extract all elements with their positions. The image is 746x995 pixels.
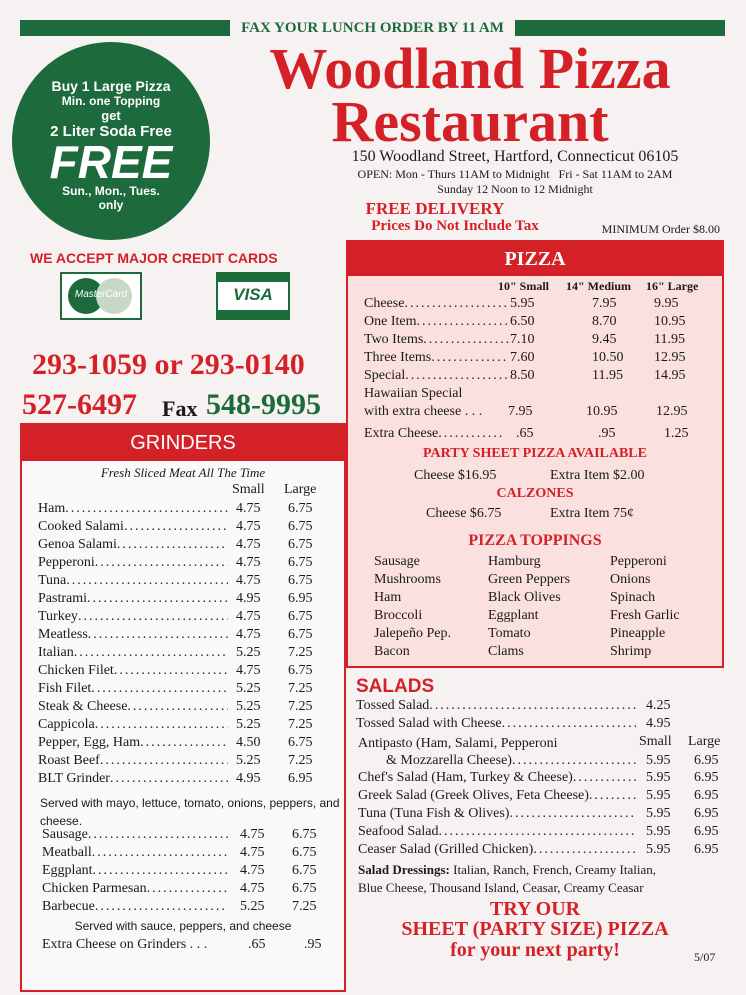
item-name: Chicken Filet [38,663,114,678]
item-price-small: 4.75 [236,555,261,570]
item-dots [140,735,228,751]
item-name: Sausage [42,827,88,842]
item-dots [117,537,228,553]
item-price-medium: 7.95 [592,296,617,311]
item-price-large: 7.25 [288,645,313,660]
item-name: Pastrami [38,591,87,606]
item-dots [405,368,509,384]
item-name: Greek Salad (Greek Olives, Feta Cheese) [358,788,589,803]
grinders-col-small: Small [232,482,265,497]
item-dots [416,314,509,330]
topping-item: Spinach [610,590,656,605]
item-name: Pepperoni [38,555,95,570]
item-price-large: 6.95 [288,771,313,786]
item-price-small: 5.25 [236,717,261,732]
extra-cheese-small: .65 [248,937,266,952]
item-name: Tuna [38,573,67,588]
pizza-title: PIZZA [348,242,722,276]
item-price-small: 5.95 [646,806,671,821]
salad-tossed-dots [429,698,636,714]
item-price-large: 6.75 [292,863,317,878]
item-dots [124,519,228,535]
item-dots [127,699,228,715]
item-price-small: 7.60 [510,350,535,365]
item-dots [88,627,228,643]
pizza-col-small: 10" Small [498,279,549,293]
item-price-small: 4.75 [236,519,261,534]
extra-cheese-dots: . . . [186,937,208,952]
top-bar-right [515,20,725,36]
grinders-row [38,645,228,661]
item-price-large: 6.75 [288,555,313,570]
dressings-line2: Blue Cheese, Thousand Island, Ceasar, Creamy Ceasar [358,880,644,895]
grinders-row [38,771,228,787]
hawaiian-small: 7.95 [508,404,533,419]
antipasto-line1: Antipasto (Ham, Salami, Pepperoni [358,736,558,751]
grinders-col-large: Large [284,482,317,497]
item-price-small: 4.75 [240,827,265,842]
item-dots [74,645,228,661]
item-price-small: 5.95 [510,296,535,311]
item-dots [533,842,636,858]
grinders-row [38,537,228,553]
item-price-large: 7.25 [288,699,313,714]
item-price-small: 4.75 [236,573,261,588]
fax-notice: FAX YOUR LUNCH ORDER BY 11 AM [241,20,504,36]
item-price-large: 6.75 [292,827,317,842]
try-sheet-pizza: SHEET (PARTY SIZE) PIZZA [401,918,669,940]
item-price-small: 4.75 [240,863,265,878]
item-dots [423,332,509,348]
visa-band-bottom [218,310,288,318]
item-name: Steak & Cheese [38,699,128,714]
item-price-large: 6.95 [694,842,719,857]
salads-row [358,806,636,822]
grinders-row [38,609,228,625]
item-price-large: 11.95 [654,332,685,347]
party-extra: Extra Item $2.00 [550,468,645,483]
item-price-large: 6.95 [288,591,313,606]
grinders-extra-cheese [42,937,342,953]
visa-band-top [218,274,288,282]
item-price-large: 7.25 [288,753,313,768]
grinders-subtitle: Fresh Sliced Meat All The Time [100,465,266,480]
item-price-large: 7.25 [288,717,313,732]
tax-note: Prices Do Not Include Tax [371,218,539,234]
credit-cards-title: WE ACCEPT MAJOR CREDIT CARDS [30,250,278,266]
item-name: Chicken Parmesan [42,881,147,896]
item-price-small: 4.50 [236,735,261,750]
hawaiian-medium: 10.95 [586,404,618,419]
item-price-large: 6.75 [288,519,313,534]
item-name: Cheese [364,296,405,311]
antipasto-name2: & Mozzarella Cheese) [386,753,512,768]
item-name: Barbecue [42,899,95,914]
pizza-extra-cheese [364,426,504,442]
salads-title: SALADS [356,676,435,697]
topping-item: Broccoli [374,608,423,623]
item-name: Two Items [364,332,424,347]
grinders2-row [42,881,228,897]
antipasto-large: 6.95 [694,753,719,768]
grinders2-row [42,899,228,915]
grinders-row [38,735,228,751]
item-price-small: 4.75 [240,845,265,860]
pizza-col-medium: 14" Medium [566,279,631,293]
item-name: Meatball [42,845,92,860]
item-name: Pepper, Egg, Ham [38,735,141,750]
pizza-extra-small: .65 [516,426,534,441]
item-price-small: 5.25 [236,681,261,696]
party-cheese: Cheese $16.95 [414,468,497,483]
pizza-row [364,368,509,384]
extra-cheese-large: .95 [304,937,322,952]
item-price-large: 9.95 [654,296,679,311]
item-price-small: 7.10 [510,332,535,347]
item-price-small: 5.95 [646,842,671,857]
calzone-extra: Extra Item 75¢ [550,506,634,521]
item-price-large: 6.95 [694,770,719,785]
item-price-small: 5.95 [646,770,671,785]
salad-tossed-cheese [356,716,636,732]
pizza-row [364,314,509,330]
grinders-note-hot: Served with sauce, peppers, and cheese [74,919,292,933]
grinders2-row [42,827,228,843]
hours-weekday: OPEN: Mon - Thurs 11AM to Midnight Fri - Sat 11AM to 2AM [357,167,673,181]
free-delivery: FREE DELIVERY [365,199,505,218]
salads-row [358,824,636,840]
item-dots [110,771,228,787]
pizza-extra-dots [438,426,504,442]
promo-line3: get [101,108,121,123]
item-dots [65,501,228,517]
item-price-small: 5.25 [236,753,261,768]
item-price-small: 4.75 [240,881,265,896]
restaurant-name-2: Restaurant [331,89,609,154]
pizza-extra-medium: .95 [598,426,616,441]
grinders2-row [42,863,228,879]
item-name: Chef's Salad (Ham, Turkey & Cheese) [358,770,573,785]
item-price-small: 4.95 [236,591,261,606]
item-dots [87,591,228,607]
fax-label: Fax [162,396,198,421]
item-dots [404,296,509,312]
item-price-large: 6.75 [288,627,313,642]
grinders-note-cold: Served with mayo, lettuce, tomato, onions, peppers, and cheese. [40,796,340,828]
salad-tossed-cheese-name: Tossed Salad with Cheese [356,716,502,731]
salads-row [358,788,636,804]
pizza-extra-name: Extra Cheese [364,426,439,441]
salad-dressings [358,861,728,897]
item-price-small: 4.75 [236,663,261,678]
promo-badge [12,42,210,240]
hawaiian-line2: with extra cheese . . . [364,404,483,419]
topping-item: Shrimp [610,644,652,659]
pizza-row [364,332,509,348]
item-price-small: 5.95 [646,824,671,839]
item-name: Special [364,368,406,383]
salad-tossed-price: 4.25 [646,698,671,713]
item-price-large: 6.75 [288,573,313,588]
minimum-order: MINIMUM Order $8.00 [601,222,720,236]
topping-item: Sausage [374,554,420,569]
try-party: for your next party! [450,939,620,961]
restaurant-name-1: Woodland Pizza [269,36,671,101]
item-name: Eggplant [42,863,93,878]
item-price-large: 10.95 [654,314,686,329]
item-price-small: 5.95 [646,788,671,803]
item-dots [438,824,636,840]
item-name: Fish Filet [38,681,92,696]
topping-item: Green Peppers [488,572,571,587]
address: 150 Woodland Street, Hartford, Connecticut 06105 [351,148,679,165]
item-name: Three Items [364,350,432,365]
item-dots [509,806,636,822]
item-dots [92,845,228,861]
item-name: One Item [364,314,417,329]
item-dots [147,881,228,897]
grinders-row [38,519,228,535]
salad-tossed-name: Tossed Salad [356,698,430,713]
item-price-small: 4.75 [236,609,261,624]
item-dots [66,573,228,589]
item-price-small: 4.75 [236,537,261,552]
topping-item: Mushrooms [374,572,441,587]
item-dots [100,753,228,769]
item-price-small: 5.25 [236,645,261,660]
item-name: Genoa Salami [38,537,117,552]
grinders2-row [42,845,228,861]
item-name: Cooked Salami [38,519,124,534]
item-price-medium: 8.70 [592,314,617,329]
grinders-title: GRINDERS [22,425,344,461]
topping-item: Tomato [488,626,531,641]
antipasto-small: 5.95 [646,753,671,768]
hours-sunday: Sunday 12 Noon to 12 Midnight [437,182,593,196]
salads-section [356,698,728,898]
visa-label: VISA [233,285,273,304]
promo-free: FREE [49,136,173,188]
hawaiian-line1: Hawaiian Special [364,386,463,401]
topping-item: Eggplant [488,608,539,623]
pizza-col-large: 16" Large [646,279,699,293]
topping-item: Pepperoni [610,554,667,569]
salads-col-small: Small [639,734,672,749]
topping-item: Onions [610,572,651,587]
topping-item: Pineapple [610,626,666,641]
item-dots [95,717,228,733]
grinders-row [38,591,228,607]
try-our: TRY OUR [489,898,581,920]
item-price-small: 6.50 [510,314,535,329]
calzone-cheese: Cheese $6.75 [426,506,502,521]
item-price-large: 6.75 [288,537,313,552]
item-dots [573,770,636,786]
topping-item: Jalepeño Pep. [374,626,451,641]
dressings-label: Salad Dressings: [358,862,450,877]
item-price-medium: 9.45 [592,332,617,347]
mastercard-label: MasterCard [74,289,128,300]
item-dots [78,609,228,625]
party-sheet-title: PARTY SHEET PIZZA AVAILABLE [423,446,647,461]
hawaiian-name: with extra cheese [364,404,462,419]
item-dots [88,827,228,843]
item-dots [95,899,228,915]
toppings-title: PIZZA TOPPINGS [468,532,602,549]
pizza-section [346,240,724,668]
item-name: Roast Beef [38,753,100,768]
item-price-large: 6.95 [694,788,719,803]
mastercard-logo [60,272,142,320]
topping-item: Ham [374,590,402,605]
item-name: BLT Grinder [38,771,110,786]
grinders-row [38,699,228,715]
promo-line1: Buy 1 Large Pizza [51,78,171,94]
item-dots [95,555,228,571]
promo-line2: Min. one Topping [61,94,161,108]
item-price-small: 5.25 [236,699,261,714]
item-price-large: 7.25 [288,681,313,696]
pizza-row [364,350,509,366]
topping-item: Clams [488,644,524,659]
calzones-title: CALZONES [496,486,574,501]
menu-date: 5/07 [694,950,716,964]
extra-cheese-name: Extra Cheese on Grinders [42,937,187,952]
antipasto-dots [512,753,636,769]
item-name: Turkey [38,609,78,624]
salads-row [358,842,636,858]
item-price-small: 4.75 [236,627,261,642]
salad-tossed-cheese-dots [502,716,636,732]
item-dots [93,863,228,879]
phone-number-3: 527-6497 [22,388,137,421]
phone-numbers: 293-1059 or 293-0140 [32,348,305,381]
item-name: Ham [38,501,66,516]
item-dots [91,681,228,697]
item-price-large: 6.95 [694,824,719,839]
item-price-small: 4.75 [236,501,261,516]
item-dots [114,663,228,679]
visa-logo [216,272,290,320]
item-price-medium: 11.95 [592,368,623,383]
item-price-medium: 10.50 [592,350,624,365]
top-bar-left [20,20,230,36]
item-price-small: 4.95 [236,771,261,786]
grinders-row [38,681,228,697]
item-name: Tuna (Tuna Fish & Olives) [358,806,510,821]
salads-row [358,770,636,786]
grinders-row [38,555,228,571]
item-price-large: 6.75 [292,845,317,860]
antipasto-line2 [386,753,636,769]
item-price-large: 7.25 [292,899,317,914]
item-name: Ceaser Salad (Grilled Chicken) [358,842,534,857]
promo-line4: 2 Liter Soda Free [50,123,172,140]
item-dots [589,788,636,804]
item-price-large: 6.75 [288,501,313,516]
grinders-row [38,573,228,589]
salad-tossed-cheese-price: 4.95 [646,716,671,731]
item-price-large: 6.95 [694,806,719,821]
item-price-large: 6.75 [288,663,313,678]
item-price-large: 12.95 [654,350,686,365]
grinders-row [38,717,228,733]
item-price-large: 6.75 [288,735,313,750]
item-price-small: 8.50 [510,368,535,383]
item-price-large: 14.95 [654,368,686,383]
topping-item: Black Olives [488,590,561,605]
grinders-section [20,423,346,992]
item-dots [431,350,509,366]
promo-line5: Sun., Mon., Tues. [62,184,160,198]
salads-col-large: Large [688,734,721,749]
topping-item: Fresh Garlic [610,608,680,623]
topping-item: Bacon [374,644,410,659]
item-name: Cappicola [38,717,95,732]
grinders-row [38,501,228,517]
item-name: Seafood Salad [358,824,439,839]
item-price-small: 5.25 [240,899,265,914]
grinders-row [38,663,228,679]
pizza-extra-large: 1.25 [664,426,689,441]
grinders-row [38,627,228,643]
item-name: Meatless [38,627,88,642]
topping-item: Hamburg [488,554,541,569]
hawaiian-large: 12.95 [656,404,688,419]
item-price-large: 6.75 [288,609,313,624]
pizza-row [364,296,509,312]
salad-tossed [356,698,636,714]
item-name: Italian [38,645,74,660]
grinders-row [38,753,228,769]
fax-number: 548-9995 [206,388,321,421]
item-price-large: 6.75 [292,881,317,896]
dressings-line1: Italian, Ranch, French, Creamy Italian, [453,862,656,877]
promo-line6: only [98,198,124,212]
